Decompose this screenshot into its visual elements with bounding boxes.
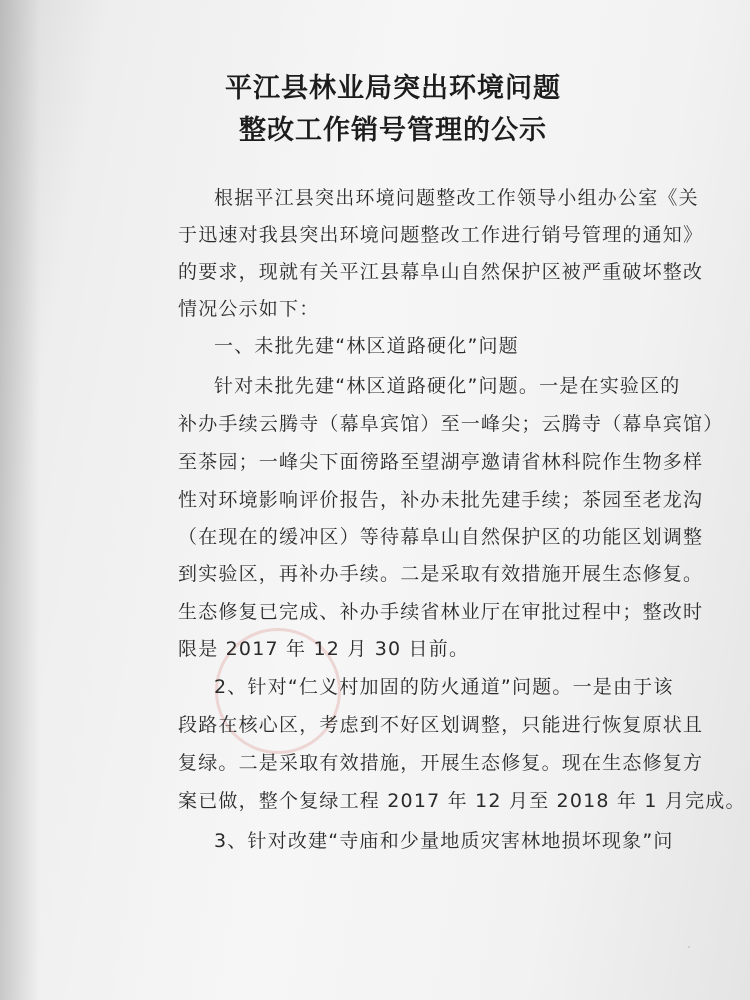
body-line: （在现在的缓冲区）等待幕阜山自然保护区的功能区划调整 [178,526,704,548]
body-line: 复绿。二是采取有效措施，开展生态修复。现在生态修复方 [178,752,704,774]
body-line: 针对未批先建“林区道路硬化”问题。一是在实验区的 [214,375,681,397]
document-title-line-1: 平江县林业局突出环境问题 [225,73,561,104]
body-line: 限是 2017 年 12 月 30 日前。 [178,638,470,660]
page-edge-shadow [0,0,40,1000]
body-line: 到实验区，再补办手续。二是采取有效措施开展生态修复。 [178,563,704,585]
body-line: 2、针对“仁义村加固的防火通道”问题。一是由于该 [214,676,674,698]
document-title-line-2: 整改工作销号管理的公示 [239,115,547,146]
body-line: 根据平江县突出环境问题整改工作领导小组办公室《关 [214,187,699,209]
body-line: 情况公示如下： [178,298,320,320]
body-line: 案已做，整个复绿工程 2017 年 12 月至 2018 年 1 月完成。 [178,790,746,812]
paper-speck [688,946,690,948]
body-line: 3、针对改建“寺庙和少量地质灾害林地损坏现象”问 [214,830,674,852]
body-line: 生态修复已完成、补办手续省林业厅在审批过程中；整改时 [178,601,704,623]
body-line: 于迅速对我县突出环境问题整改工作进行销号管理的通知》 [178,224,704,246]
section-heading: 一、未批先建“林区道路硬化”问题 [214,335,519,357]
body-line: 补办手续云腾寺（幕阜宾馆）至一峰尖；云腾寺（幕阜宾馆） [178,413,724,435]
body-line: 段路在核心区，考虑到不好区划调整，只能进行恢复原状且 [178,714,704,736]
body-line: 性对环境影响评价报告，补办未批先建手续；茶园至老龙沟 [178,489,704,511]
body-line: 至茶园；一峰尖下面徬路至望湖亭邀请省林科院作生物多样 [178,451,704,473]
body-line: 的要求，现就有关平江县幕阜山自然保护区被严重破坏整改 [178,261,704,283]
